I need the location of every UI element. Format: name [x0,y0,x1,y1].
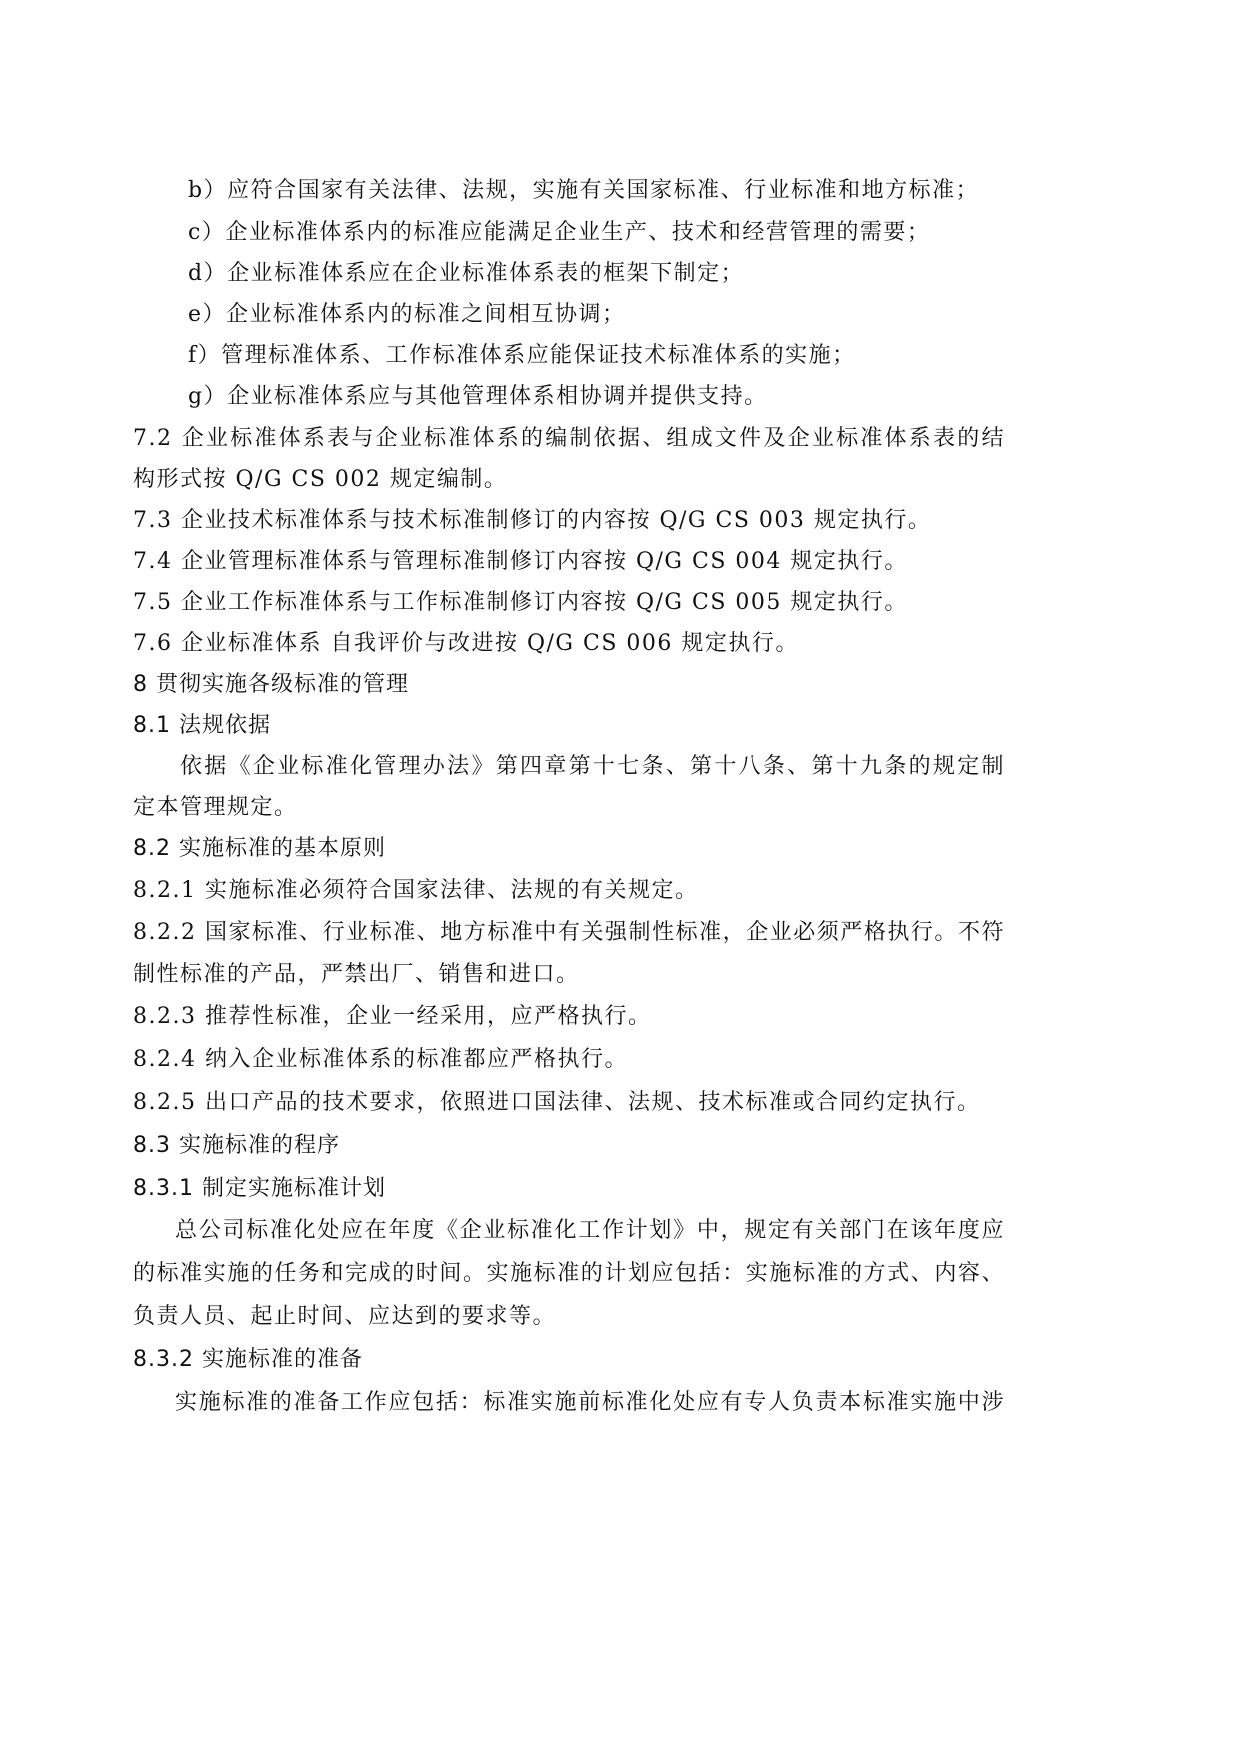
section-8-3-1-para-line1: 总公司标准化处应在年度《企业标准化工作计划》中，规定有关部门在该年度应 [175,1218,1005,1243]
clause-7-2-line1: 7.2 企业标准体系表与企业标准体系的编制依据、组成文件及企业标准体系表的结 [133,426,1005,451]
section-8-1-para-line2: 定本管理规定。 [133,795,298,820]
clause-8-2-1: 8.2.1 实施标准必须符合国家法律、法规的有关规定。 [133,878,699,903]
clause-8-2-5: 8.2.5 出口产品的技术要求，依照进口国法律、法规、技术标准或合同约定执行。 [133,1090,981,1115]
section-8-3-1-para-line2: 的标准实施的任务和完成的时间。实施标准的计划应包括：实施标准的方式、内容、 [133,1261,1005,1286]
clause-7-3: 7.3 企业技术标准体系与技术标准制修订的内容按 Q/G CS 003 规定执行。 [133,508,932,533]
section-8-heading: 8 贯彻实施各级标准的管理 [133,672,409,697]
clause-8-2-2-line2: 制性标准的产品，严禁出厂、销售和进口。 [133,962,580,987]
clause-7-2-line2: 构形式按 Q/G CS 002 规定编制。 [133,467,508,492]
list-item-b: b）应符合国家有关法律、法规，实施有关国家标准、行业标准和地方标准； [188,178,980,203]
section-8-1-heading: 8.1 法规依据 [133,713,271,738]
list-item-f: f）管理标准体系、工作标准体系应能保证技术标准体系的实施； [188,343,856,368]
list-item-e: e）企业标准体系内的标准之间相互协调； [188,302,626,327]
section-8-1-para-line1: 依据《企业标准化管理办法》第四章第十七条、第十八条、第十九条的规定制 [180,754,1005,779]
list-item-c: c）企业标准体系内的标准应能满足企业生产、技术和经营管理的需要； [188,220,931,245]
clause-8-2-2-line1: 8.2.2 国家标准、行业标准、地方标准中有关强制性标准，企业必须严格执行。不符 [133,920,1005,945]
clause-7-5: 7.5 企业工作标准体系与工作标准制修订内容按 Q/G CS 005 规定执行。 [133,590,908,615]
clause-7-4: 7.4 企业管理标准体系与管理标准制修订内容按 Q/G CS 004 规定执行。 [133,549,908,574]
list-item-g: g）企业标准体系应与其他管理体系相协调并提供支持。 [188,384,768,409]
list-item-d: d）企业标准体系应在企业标准体系表的框架下制定； [188,261,745,286]
section-8-3-2-para-line1: 实施标准的准备工作应包括：标准实施前标准化处应有专人负责本标准实施中涉 [175,1390,1005,1415]
section-8-3-heading: 8.3 实施标准的程序 [133,1133,340,1158]
clause-8-2-3: 8.2.3 推荐性标准，企业一经采用，应严格执行。 [133,1004,652,1029]
section-8-2-heading: 8.2 实施标准的基本原则 [133,836,386,861]
clause-7-6: 7.6 企业标准体系 自我评价与改进按 Q/G CS 006 规定执行。 [133,631,799,656]
clause-8-2-4: 8.2.4 纳入企业标准体系的标准都应严格执行。 [133,1047,628,1072]
section-8-3-1-heading: 8.3.1 制定实施标准计划 [133,1176,386,1201]
section-8-3-1-para-line3: 负责人员、起止时间、应达到的要求等。 [133,1304,557,1329]
section-8-3-2-heading: 8.3.2 实施标准的准备 [133,1347,363,1372]
